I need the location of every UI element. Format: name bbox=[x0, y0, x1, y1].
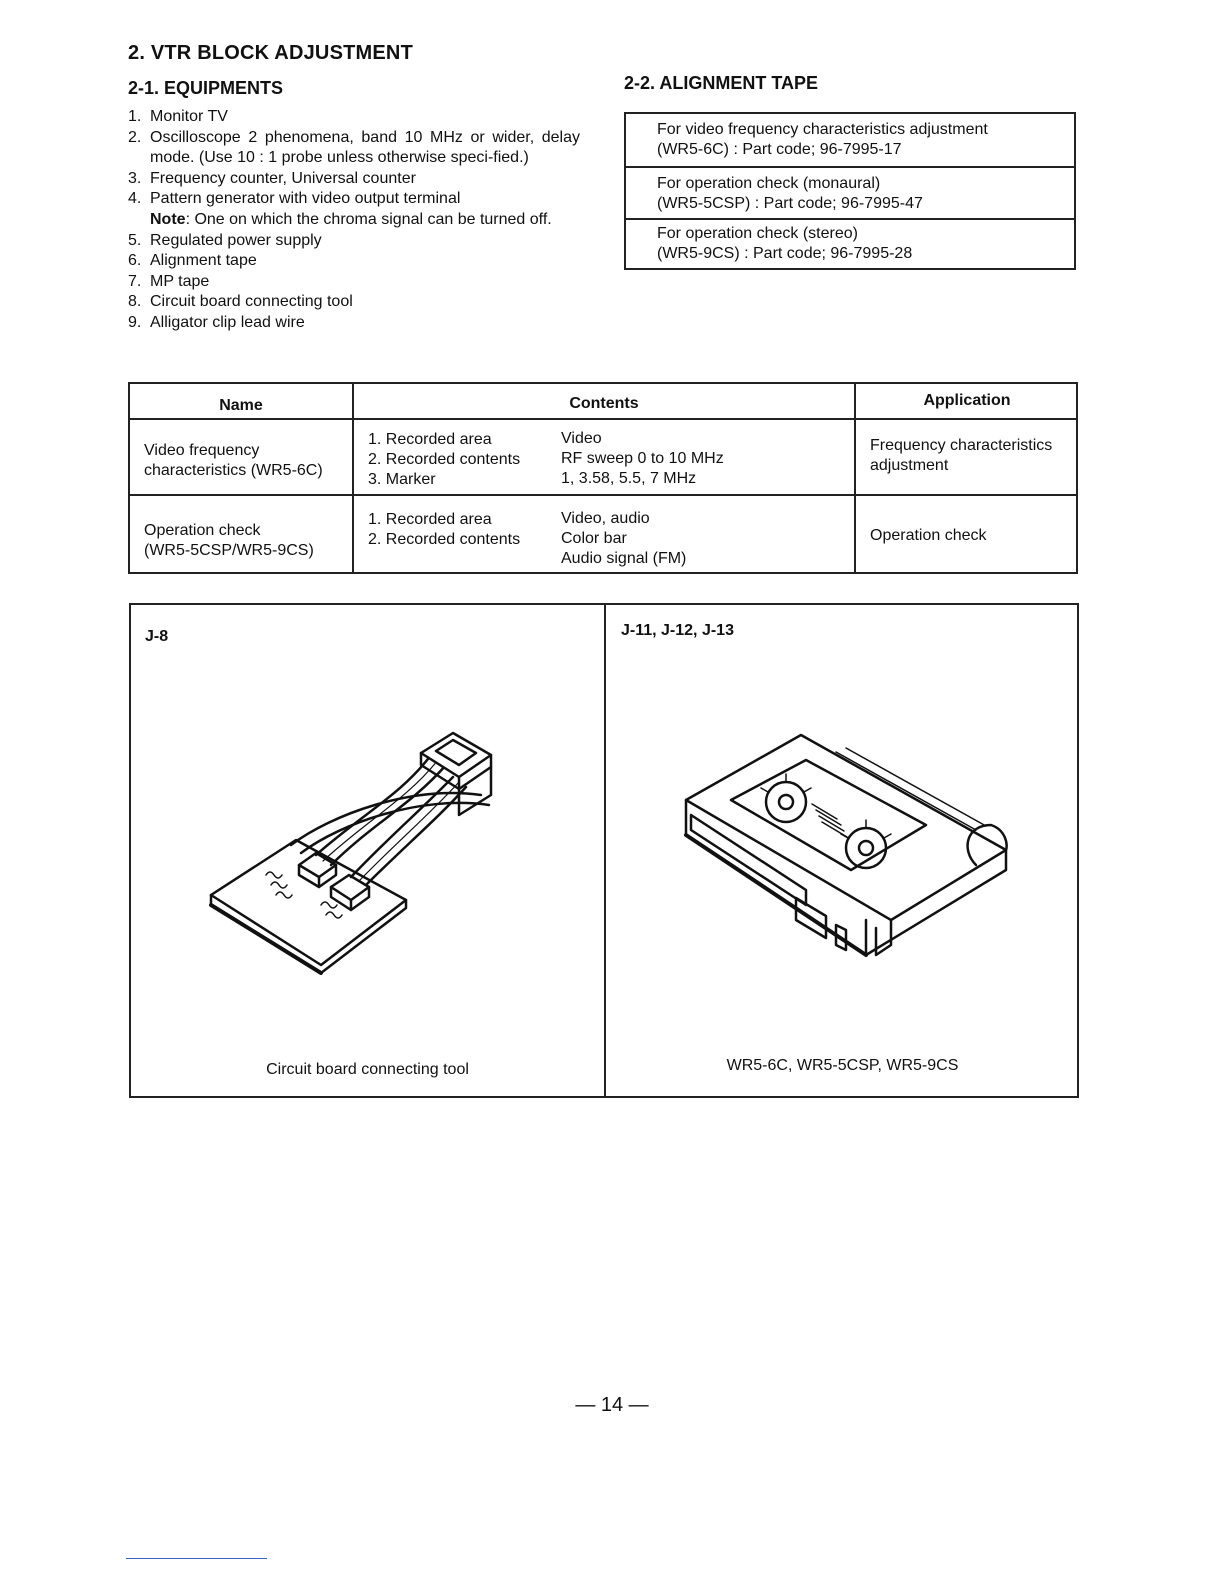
figure-label-right: J-11, J-12, J-13 bbox=[621, 622, 734, 639]
section-title: 2. VTR BLOCK ADJUSTMENT bbox=[128, 42, 413, 64]
tape-row: For operation check (stereo) (WR5-9CS) : Part code; 96-7995-28 bbox=[657, 225, 913, 262]
alignment-tape-heading: 2-2. ALIGNMENT TAPE bbox=[624, 73, 819, 93]
row2-name: Operation check (WR5-5CSP/WR5-9CS) bbox=[144, 522, 314, 559]
header-contents: Contents bbox=[569, 395, 639, 412]
list-item: 3. Frequency counter, Universal counter bbox=[128, 169, 416, 187]
header-name: Name bbox=[219, 397, 263, 414]
circuit-board-tool-illustration bbox=[191, 725, 551, 985]
video-cassette-illustration bbox=[676, 730, 1016, 975]
equipments-heading: 2-1. EQUIPMENTS bbox=[128, 78, 284, 98]
equipment-list bbox=[128, 107, 580, 334]
row1-name: Video frequency characteristics (WR5-6C) bbox=[144, 442, 323, 479]
list-item: 8. Circuit board connecting tool bbox=[128, 293, 353, 311]
page-number: — 14 — bbox=[575, 1394, 649, 1416]
tape-row: For video frequency characteristics adjustment (WR5-6C) : Part code; 96-7995-17 bbox=[657, 121, 988, 158]
tape-row: For operation check (monaural) (WR5-5CSP) : Part code; 96-7995-47 bbox=[657, 175, 923, 212]
row2-application: Operation check bbox=[870, 527, 987, 544]
list-item: 9. Alligator clip lead wire bbox=[128, 313, 305, 331]
list-item: 2. Oscilloscope 2 phenomena, band 10 MHz or wider, delay mode. (Use 10 : 1 probe unless otherwise speci-fied.) bbox=[128, 128, 580, 167]
list-item: 4. Pattern generator with video output terminal Note: One on which the chroma signal can be turned off. bbox=[128, 189, 580, 230]
row1-content-values: Video RF sweep 0 to 10 MHz 1, 3.58, 5.5, 7 MHz bbox=[561, 430, 724, 487]
figure-caption-left: Circuit board connecting tool bbox=[266, 1061, 469, 1078]
footer-divider bbox=[126, 1558, 267, 1559]
list-item: 1. Monitor TV bbox=[128, 108, 228, 125]
row2-content-items: 1. Recorded area 2. Recorded contents bbox=[368, 511, 521, 548]
row1-application: Frequency characteristics adjustment bbox=[870, 437, 1053, 474]
figure-label-left: J-8 bbox=[145, 628, 169, 645]
row1-content-items: 1. Recorded area 2. Recorded contents 3. Marker bbox=[368, 431, 521, 488]
figure-caption-right: WR5-6C, WR5-5CSP, WR5-9CS bbox=[726, 1057, 959, 1074]
figure-box bbox=[129, 603, 1079, 1098]
header-application: Application bbox=[923, 392, 1011, 409]
tape-table bbox=[128, 382, 1078, 574]
list-item: 5. Regulated power supply bbox=[128, 231, 322, 249]
row2-content-values: Video, audio Color bar Audio signal (FM) bbox=[561, 510, 687, 567]
alignment-tape-box bbox=[624, 112, 1076, 270]
list-item: 6. Alignment tape bbox=[128, 252, 257, 270]
note: Note: One on which the chroma signal can be turned off. bbox=[150, 210, 552, 228]
list-item: 7. MP tape bbox=[128, 272, 210, 290]
